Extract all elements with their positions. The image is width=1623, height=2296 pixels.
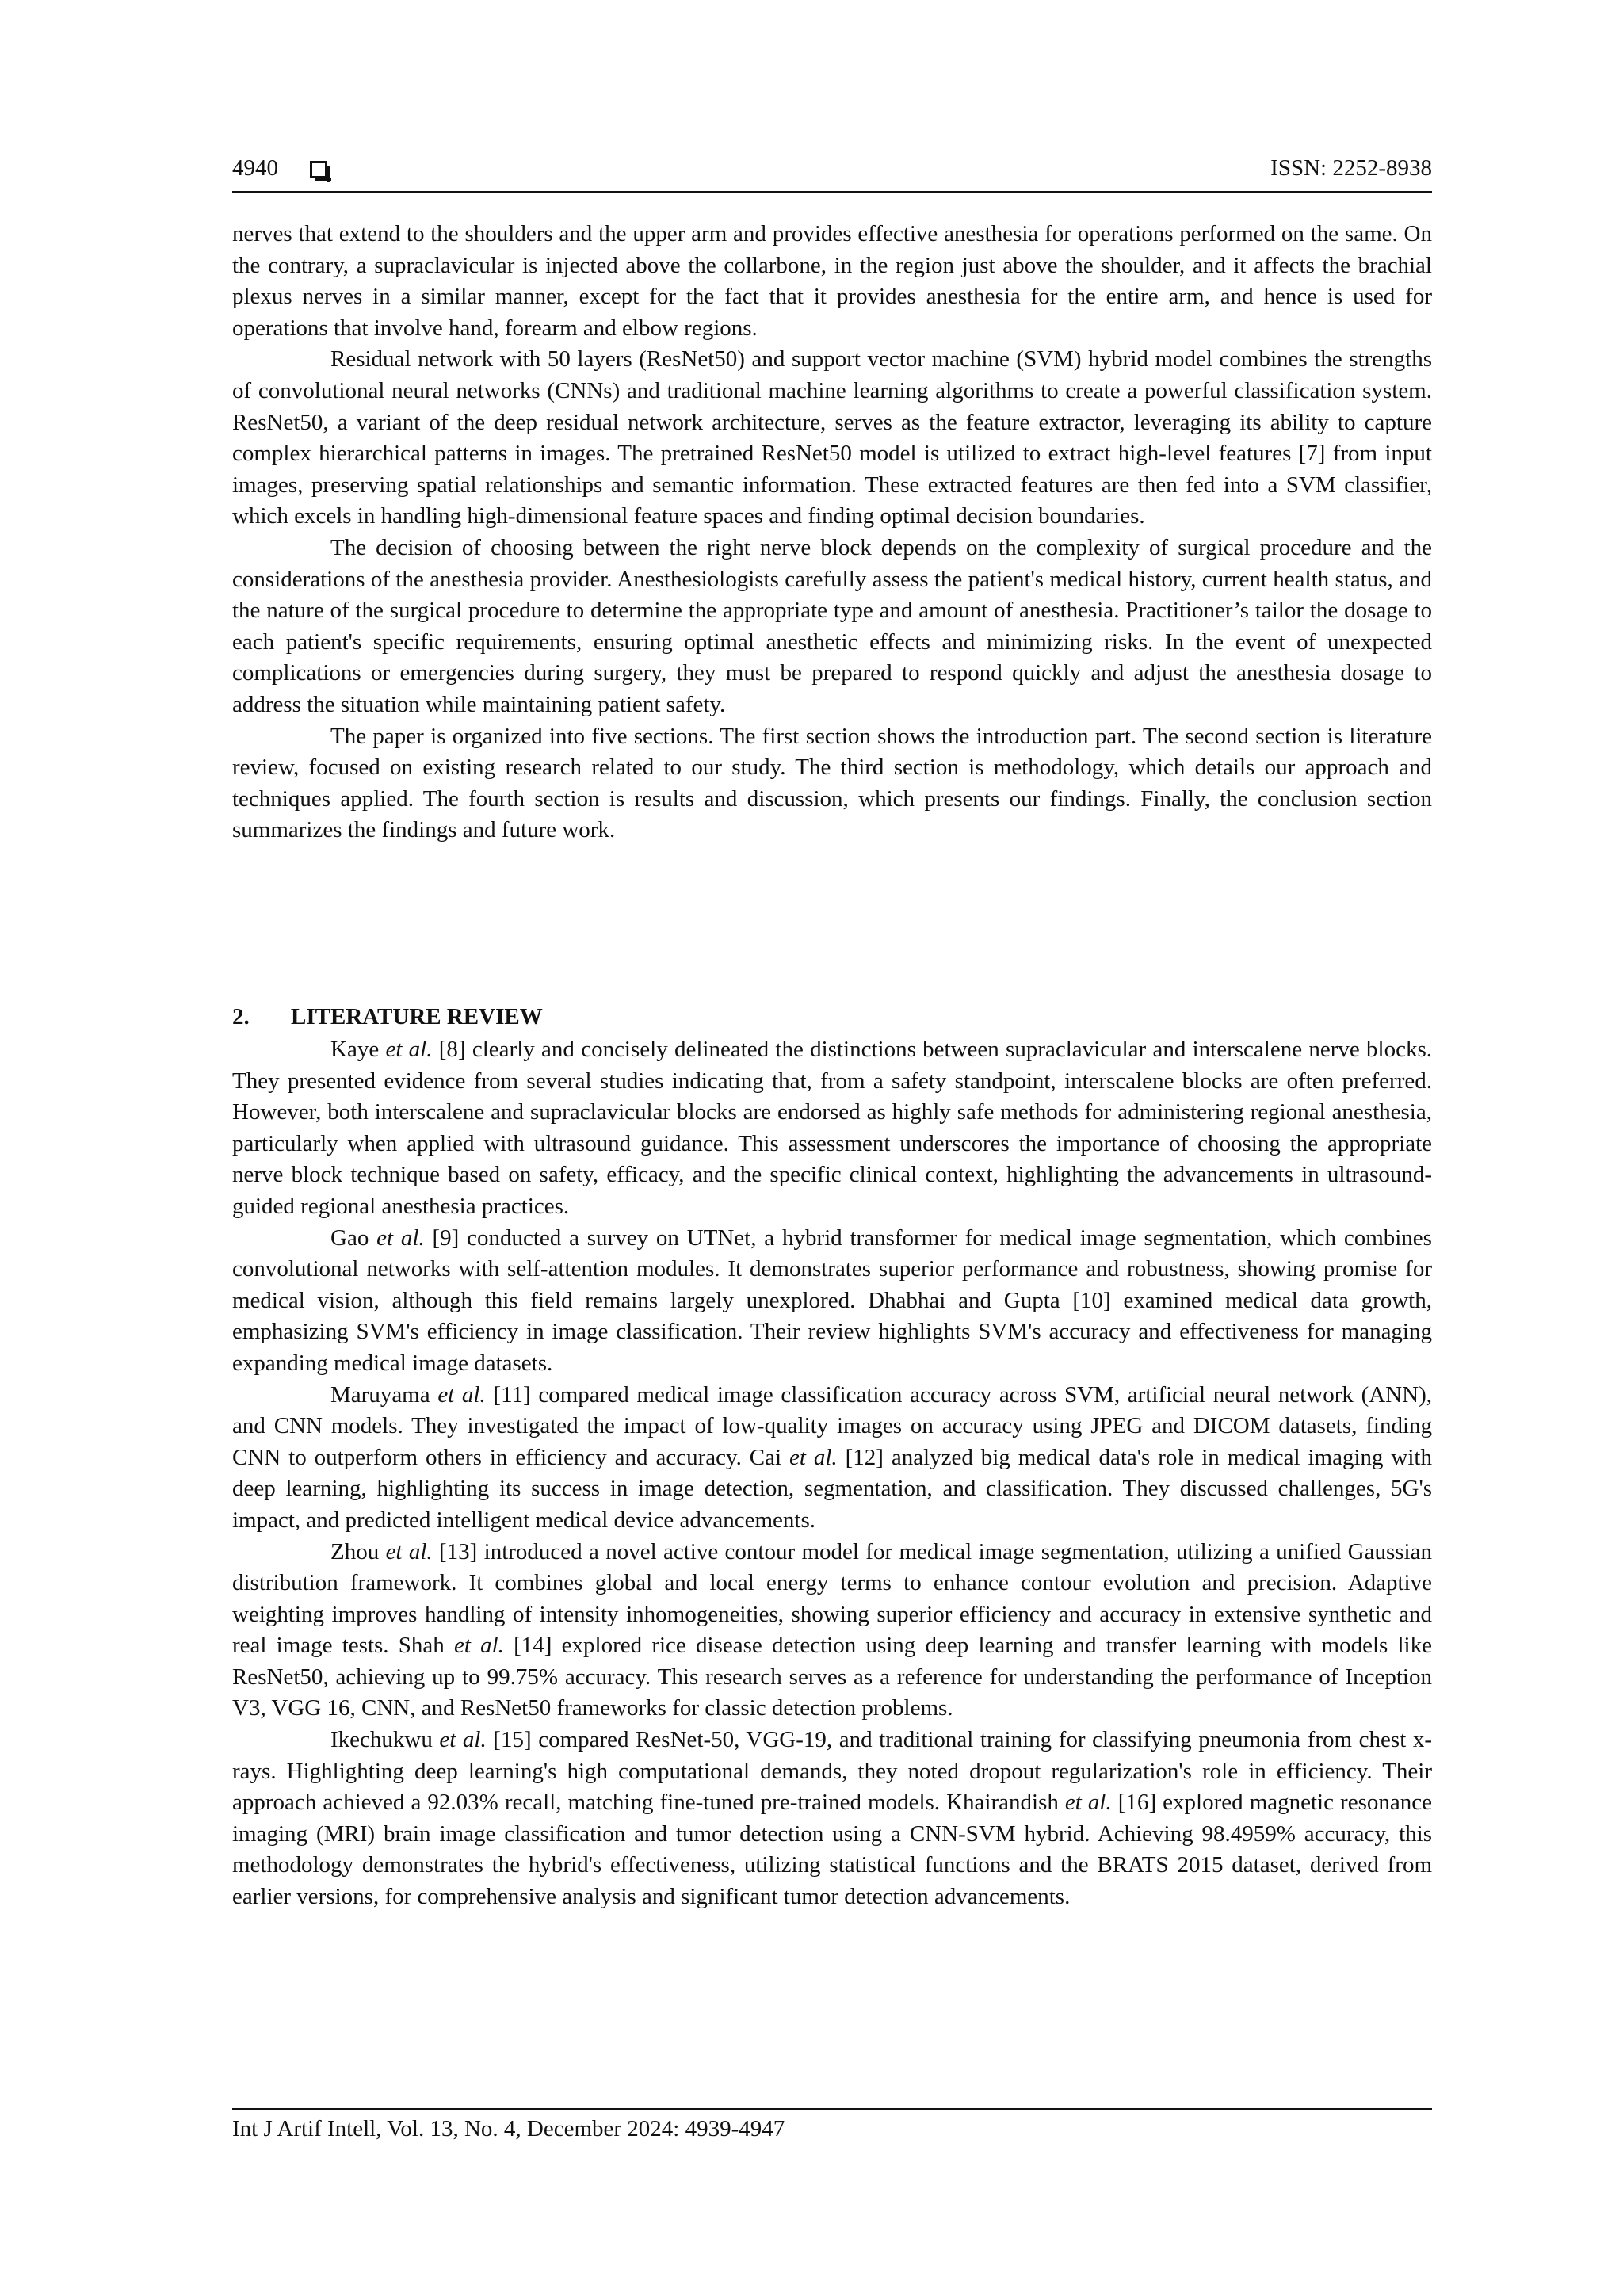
- text-run: Gao: [330, 1224, 377, 1251]
- et-al: et al.: [385, 1538, 433, 1564]
- text-run: [8] clearly and concisely delineated the distinctions between supraclavicular and interscalene nerve blocks. They presented evidence from several studies indicating that, from a safety standpoint, interscalene blocks are often preferred. However, both interscalene and supraclavicular blocks are endorsed as highly safe methods for administering regional anesthesia, particularly when applied with ultrasound guidance. This assessment underscores the importance of choosing the appropriate nerve block technique based on safety, efficacy, and the specific clinical context, highlighting the advancements in ultrasound-guided regional anesthesia practices.: [232, 1037, 1432, 1219]
- et-al: et al.: [439, 1727, 487, 1753]
- literature-review-text: [232, 1034, 1432, 1913]
- et-al: et al.: [453, 1633, 504, 1659]
- header-rule: [232, 191, 1432, 193]
- section-number: 2.: [232, 1004, 250, 1030]
- text-run: [15] compared ResNet-50, VGG-19, and traditional training for classifying pneumonia from chest x-rays. Highlighting deep learning's high computational demands, they noted dropout regularization's role in efficiency. Their approach achieved a 92.03% recall, matching fine-tuned pre-trained models. Khairandish: [232, 1727, 1432, 1816]
- text-run: [12] analyzed big medical data's role in medical imaging with deep learning, highlighting its success in image detection, segmentation, and classification. They discussed challenges, 5G's impact, and predicted intelligent medical device advancements.: [232, 1444, 1432, 1533]
- intro-paragraph: The decision of choosing between the right nerve block depends on the complexity of surgical procedure and the considerations of the anesthesia provider. Anesthesiologists carefully assess the patient's medical history, current health status, and the nature of the surgical procedure to determine the appropriate type and amount of anesthesia. Practitioner’s tailor the dosage to each patient's specific requirements, ensuring optimal anesthetic effects and minimizing risks. In the event of unexpected complications or emergencies during surgery, they must be prepared to respond quickly and adjust the anesthesia dosage to address the situation while maintaining patient safety.: [232, 534, 1432, 717]
- intro-paragraph-continued: nerves that extend to the shoulders and the upper arm and provides effective anesthesia for operations performed on the same. On the contrary, a supraclavicular is injected above the collarbone, in the region just above the shoulder, and it affects the brachial plexus nerves in a similar manner, except for the fact that it provides anesthesia for the entire arm, and hence is used for operations that involve hand, forearm and elbow regions.: [232, 221, 1432, 341]
- lit-paragraph: [232, 1223, 1432, 1380]
- section-heading: [232, 1002, 543, 1033]
- text-run: Ikechukwu: [330, 1727, 440, 1753]
- lit-paragraph: [232, 1537, 1432, 1725]
- intro-text: [232, 219, 1432, 846]
- header-left: [232, 155, 327, 181]
- text-run: [13] introduced a novel active contour model for medical image segmentation, utilizing a unified Gaussian distribution framework. It combines global and local energy terms to enhance contour evolution and precision. Adaptive weighting improves handling of intensity inhomogeneities, showing superior efficiency and accuracy in extensive synthetic and real image tests. Shah: [232, 1538, 1432, 1659]
- text-run: Zhou: [330, 1538, 386, 1564]
- footer-rule: [232, 2108, 1432, 2110]
- et-al: et al.: [385, 1037, 433, 1062]
- et-al: et al.: [1064, 1790, 1112, 1816]
- issn: ISSN: 2252-8938: [1270, 155, 1432, 181]
- square-box-icon: [310, 161, 327, 178]
- page-header: [232, 155, 1432, 195]
- lit-paragraph: [232, 1034, 1432, 1223]
- section-title: LITERATURE REVIEW: [291, 1004, 543, 1030]
- page-number: 4940: [232, 155, 278, 181]
- footer-citation: Int J Artif Intell, Vol. 13, No. 4, December 2024: 4939-4947: [232, 2116, 785, 2141]
- et-al: et al.: [437, 1381, 486, 1408]
- text-run: [16] explored magnetic resonance imaging (MRI) brain image classification and tumor detection using a CNN-SVM hybrid. Achieving 98.4959% accuracy, this methodology demonstrates the hybrid's effectiveness, utilizing statistical functions and the BRATS 2015 dataset, derived from earlier versions, for comprehensive analysis and significant tumor detection advancements.: [232, 1790, 1432, 1910]
- text-run: [9] conducted a survey on UTNet, a hybrid transformer for medical image segmentation, which combines convolutional networks with self-attention modules. It demonstrates superior performance and robustness, showing promise for medical vision, although this field remains largely unexplored. Dhabhai and Gupta [10] examined medical data growth, emphasizing SVM's efficiency in image classification. Their review highlights SVM's accuracy and effectiveness for managing expanding medical image datasets.: [232, 1224, 1432, 1376]
- lit-paragraph: [232, 1380, 1432, 1537]
- text-run: [14] explored rice disease detection using deep learning and transfer learning with models like ResNet50, achieving up to 99.75% accuracy. This research serves as a reference for understanding the performance of Inception V3, VGG 16, CNN, and ResNet50 frameworks for classic detection problems.: [232, 1633, 1432, 1721]
- text-run: Maruyama: [330, 1381, 438, 1408]
- text-run: Kaye: [330, 1037, 386, 1062]
- et-al: et al.: [789, 1444, 838, 1470]
- page: [232, 0, 1432, 2296]
- lit-paragraph: [232, 1725, 1432, 1913]
- intro-paragraph: Residual network with 50 layers (ResNet50) and support vector machine (SVM) hybrid model combines the strengths of convolutional neural networks (CNNs) and traditional machine learning algorithms to create a powerful classification system. ResNet50, a variant of the deep residual network architecture, serves as the feature extractor, leveraging its ability to capture complex hierarchical patterns in images. The pretrained ResNet50 model is utilized to extract high-level features [7] from input images, preserving spatial relationships and semantic information. These extracted features are then fed into a SVM classifier, which excels in handling high-dimensional feature spaces and finding optimal decision boundaries.: [232, 346, 1432, 529]
- et-al: et al.: [376, 1224, 425, 1251]
- text-run: [11] compared medical image classification accuracy across SVM, artificial neural network (ANN), and CNN models. They investigated the impact of low-quality images on accuracy using JPEG and DICOM datasets, finding CNN to outperform others in efficiency and accuracy. Cai: [232, 1381, 1432, 1470]
- intro-paragraph: The paper is organized into five sections. The first section shows the introduction part. The second section is literature review, focused on existing research related to our study. The third section is methodology, which details our approach and techniques applied. The fourth section is results and discussion, which presents our findings. Finally, the conclusion section summarizes the findings and future work.: [232, 723, 1432, 843]
